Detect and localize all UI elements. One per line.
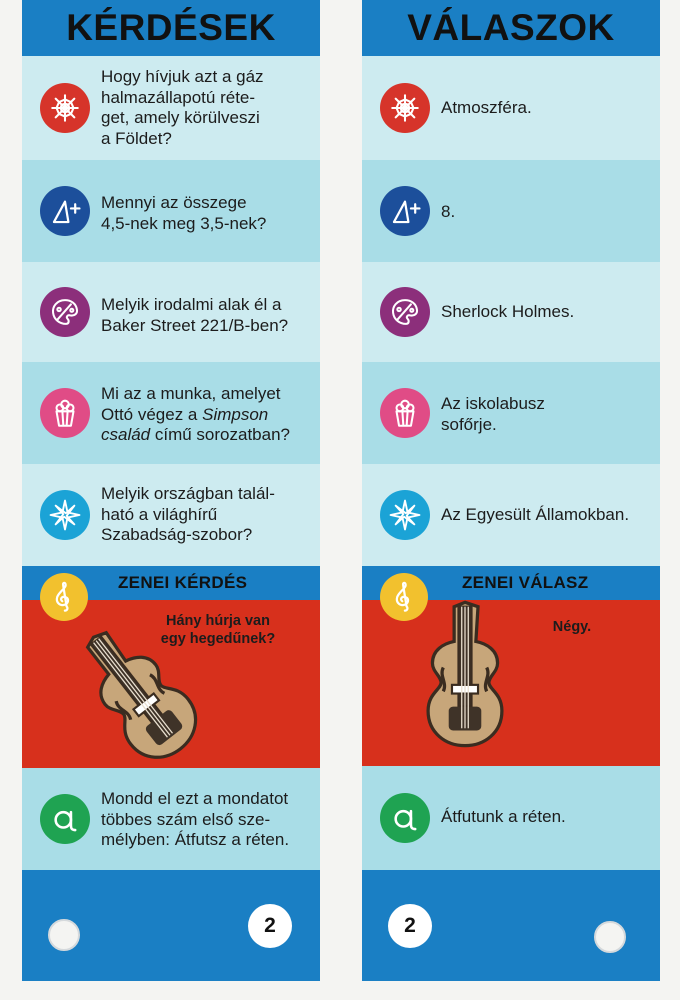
question-row-language [22, 768, 320, 870]
question-row-geography [22, 464, 320, 566]
answer-row-math [362, 160, 660, 262]
question-row-entertainment [22, 362, 320, 464]
palette-icon [40, 287, 90, 337]
answer-card-title: VÁLASZOK [407, 7, 615, 48]
palette-icon [380, 287, 430, 337]
answer-text: Atmoszféra. [441, 98, 532, 117]
answer-text: Átfutunk a réten. [441, 807, 566, 826]
page-number: 2 [388, 904, 432, 948]
geometry-icon [380, 186, 430, 236]
punch-hole [48, 919, 80, 951]
answer-text: Sherlock Holmes. [441, 302, 575, 321]
violin-illustration [406, 598, 524, 750]
geometry-icon [40, 186, 90, 236]
popcorn-icon [380, 388, 430, 438]
question-row-literature [22, 262, 320, 362]
compass-star-icon [380, 490, 430, 540]
answer-row-science [362, 56, 660, 160]
music-question-panel [22, 600, 320, 768]
question-text: Mennyi az összege 4,5-nek meg 3,5-nek? [101, 193, 267, 233]
treble-clef-icon [40, 573, 88, 621]
music-answer-heading: ZENEI VÁLASZ [462, 573, 589, 592]
popcorn-icon [40, 388, 90, 438]
treble-clef-icon [380, 573, 428, 621]
question-text: Mondd el ezt a mondatot többes szám első sze- mélyben: Átfutsz a réten. [101, 789, 290, 849]
music-question-heading: ZENEI KÉRDÉS [118, 573, 248, 592]
music-answer-panel [362, 600, 660, 766]
punch-hole [594, 921, 626, 953]
answer-row-entertainment [362, 362, 660, 464]
answer-card-header [362, 0, 660, 56]
question-card-header [22, 0, 320, 56]
answer-row-language [362, 766, 660, 870]
answer-text: Az iskolabusz sofőrje. [441, 394, 545, 434]
question-text: Hogy hívjuk azt a gáz halmazállapotú réte- get, amely körülveszi a Földet? [101, 67, 264, 148]
question-card [22, 0, 320, 981]
answer-card [362, 0, 660, 981]
question-row-math [22, 160, 320, 262]
question-card-title: KÉRDÉSEK [66, 7, 276, 48]
web-icon [380, 83, 430, 133]
question-row-science [22, 56, 320, 160]
compass-star-icon [40, 490, 90, 540]
music-question-text: Hány húrja van egy hegedűnek? [160, 613, 276, 647]
answer-text: 8. [441, 202, 456, 221]
answer-row-geography [362, 464, 660, 566]
page-number: 2 [248, 904, 292, 948]
web-icon [40, 83, 90, 133]
music-answer-text: Négy. [552, 619, 592, 635]
answer-text: Az Egyesült Államokban. [441, 505, 630, 524]
answer-row-literature [362, 262, 660, 362]
letter-a-icon [380, 793, 430, 843]
question-text: Melyik irodalmi alak él a Baker Street 221/B-ben? [101, 295, 289, 335]
letter-a-icon [40, 794, 90, 844]
question-text: Mi az a munka, amelyet Ottó végez a Simpson család című sorozatban? [101, 384, 290, 444]
question-text: Melyik országban talál- ható a világhírű Szabadság-szobor? [101, 484, 275, 544]
